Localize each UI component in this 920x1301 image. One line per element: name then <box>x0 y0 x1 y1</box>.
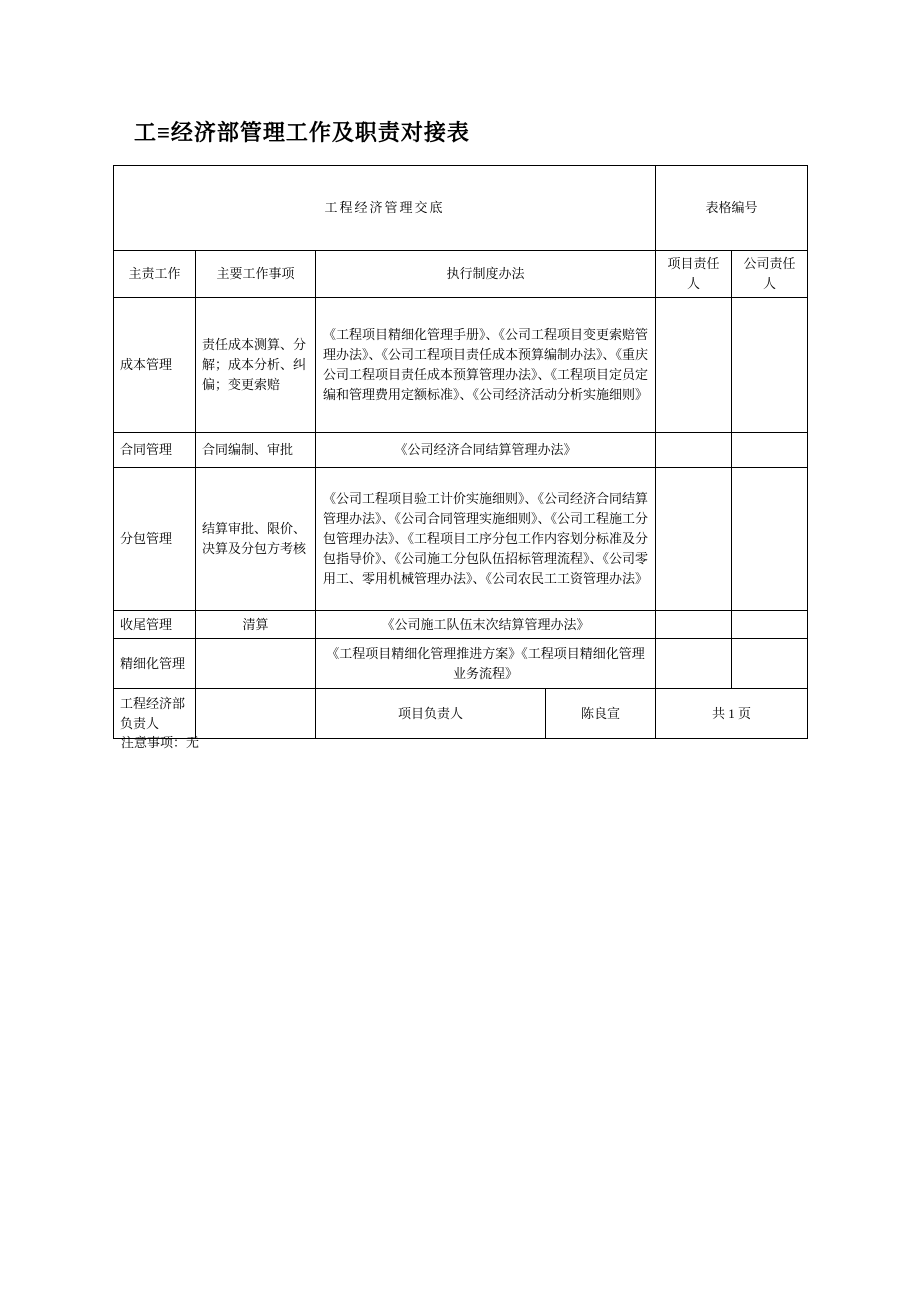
table-title-cell: 工程经济管理交底 <box>114 166 656 251</box>
rules-cell: 《工程项目精细化管理手册》、《公司工程项目变更索赔管理办法》、《公司工程项目责任成本预算编制办法》、《重庆公司工程项目责任成本预算管理办法》、《工程项目定员定编和管理费用定额标准》、《公司经济活动分析实施细则》 <box>316 298 656 433</box>
tasks-cell: 合同编制、审批 <box>196 433 316 468</box>
table-footer-row <box>114 689 808 739</box>
col-header-company-responsible: 公司责任人 <box>732 251 808 298</box>
tasks-cell: 结算审批、限价、决算及分包方考核 <box>196 468 316 611</box>
company-responsible-cell <box>732 433 808 468</box>
duty-cell: 合同管理 <box>114 433 196 468</box>
col-header-duty: 主责工作 <box>114 251 196 298</box>
table-row <box>114 298 808 433</box>
project-head-name-cell: 陈良宣 <box>546 689 656 739</box>
form-number-cell: 表格编号 <box>656 166 808 251</box>
project-responsible-cell <box>656 433 732 468</box>
project-responsible-cell <box>656 298 732 433</box>
company-responsible-cell <box>732 468 808 611</box>
rules-cell: 《工程项目精细化管理推进方案》《工程项目精细化管理业务流程》 <box>316 639 656 689</box>
rules-cell: 《公司经济合同结算管理办法》 <box>316 433 656 468</box>
table-row <box>114 611 808 639</box>
project-responsible-cell <box>656 468 732 611</box>
table-row <box>114 639 808 689</box>
company-responsible-cell <box>732 298 808 433</box>
duty-cell: 精细化管理 <box>114 639 196 689</box>
duty-cell: 成本管理 <box>114 298 196 433</box>
page-title: 工≡经济部管理工作及职责对接表 <box>134 120 470 145</box>
tasks-cell: 清算 <box>196 611 316 639</box>
column-header-row <box>114 251 808 298</box>
project-responsible-cell <box>656 611 732 639</box>
project-responsible-cell <box>656 639 732 689</box>
rules-cell: 《公司施工队伍末次结算管理办法》 <box>316 611 656 639</box>
page-count-cell: 共 1 页 <box>656 689 808 739</box>
tasks-cell: 责任成本测算、分解；成本分析、纠偏；变更索赔 <box>196 298 316 433</box>
notes-line: 注意事项：无 <box>121 735 200 750</box>
dept-head-label-cell: 工程经济部负责人 <box>114 689 196 739</box>
duty-cell: 分包管理 <box>114 468 196 611</box>
empty-cell <box>196 689 316 739</box>
table-row <box>114 433 808 468</box>
project-head-label-cell: 项目负责人 <box>316 689 546 739</box>
company-responsible-cell <box>732 611 808 639</box>
table-header-band <box>114 166 808 251</box>
company-responsible-cell <box>732 639 808 689</box>
duty-cell: 收尾管理 <box>114 611 196 639</box>
rules-cell: 《公司工程项目验工计价实施细则》、《公司经济合同结算管理办法》、《公司合同管理实施细则》、《公司工程施工分包管理办法》、《工程项目工序分包工作内容划分标准及分包指导价》、《公司施工分包队伍招标管理流程》、《公司零用工、零用机械管理办法》、《公司农民工工资管理办法》 <box>316 468 656 611</box>
table-row <box>114 468 808 611</box>
management-duty-table <box>113 165 808 739</box>
col-header-project-responsible: 项目责任人 <box>656 251 732 298</box>
tasks-cell <box>196 639 316 689</box>
col-header-rules: 执行制度办法 <box>316 251 656 298</box>
col-header-tasks: 主要工作事项 <box>196 251 316 298</box>
